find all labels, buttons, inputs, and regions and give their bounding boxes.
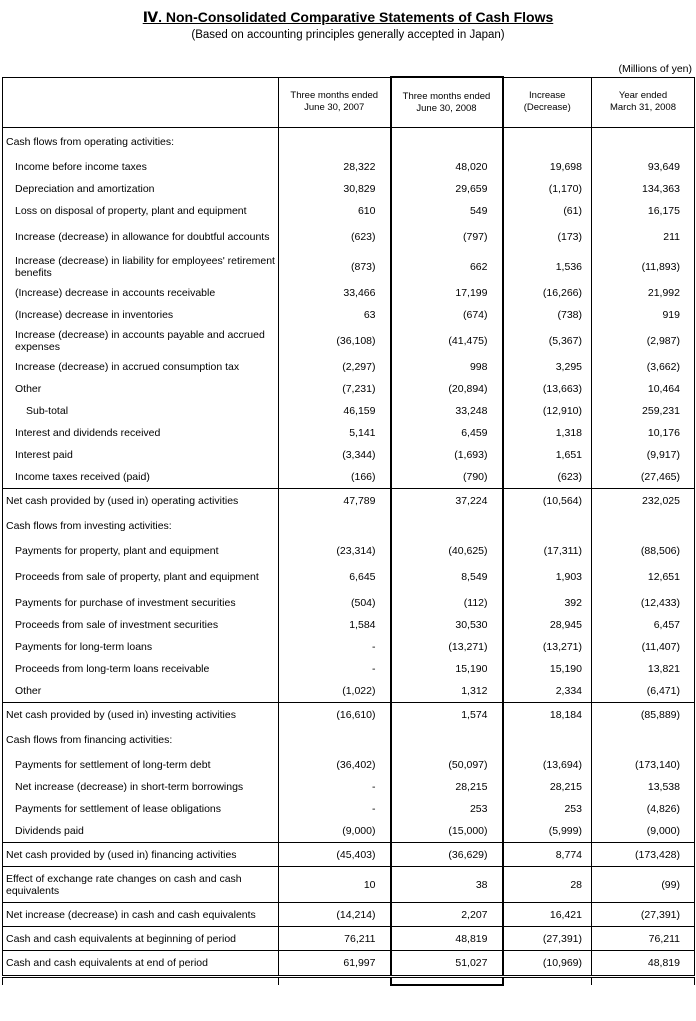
value-change [503,512,592,540]
value-q1-2008: 998 [391,356,503,378]
value-q1-2007: (873) [279,252,391,282]
value-q1-2007: (23,314) [279,540,391,562]
column-header-line: Three months ended [402,90,491,102]
value-q1-2007 [279,726,391,754]
column-header-line: Year ended [618,90,668,102]
header-label-cell [3,77,279,128]
value-q1-2007: 46,159 [279,400,391,422]
value-q1-2008 [391,512,503,540]
unit-note: (Millions of yen) [618,63,692,75]
value-q1-2008: (40,625) [391,540,503,562]
row-label: Cash and cash equivalents at end of period [3,951,279,977]
cash-flow-table-body [3,77,695,985]
column-header-fy2008 [592,77,695,128]
column-header-change [503,77,592,128]
value-fy2008: 13,821 [592,658,695,680]
value-q1-2007: - [279,636,391,658]
value-change: 1,536 [503,252,592,282]
value-change: (10,564) [503,489,592,513]
value-q1-2007: - [279,776,391,798]
section-label: Cash flows from investing activities: [3,512,279,540]
value-change: 1,318 [503,422,592,444]
value-fy2008: (2,987) [592,326,695,356]
value-q1-2007: (504) [279,592,391,614]
section-heading-row [3,726,695,754]
value-q1-2008: (20,894) [391,378,503,400]
value-fy2008: 919 [592,304,695,326]
value-q1-2008: (36,629) [391,843,503,867]
value-q1-2008: (41,475) [391,326,503,356]
value-q1-2008: (112) [391,592,503,614]
value-q1-2008: 48,819 [391,927,503,951]
value-q1-2008 [391,726,503,754]
value-q1-2007: 30,829 [279,178,391,200]
value-q1-2008: 549 [391,200,503,222]
value-change: (5,999) [503,820,592,843]
table-row [3,776,695,798]
row-label: Increase (decrease) in accrued consumption tax [3,356,279,378]
row-label: Payments for property, plant and equipment [3,540,279,562]
row-label: Net cash provided by (used in) investing activities [3,703,279,727]
row-label: Loss on disposal of property, plant and equipment [3,200,279,222]
value-q1-2007: - [279,798,391,820]
value-change: 3,295 [503,356,592,378]
value-fy2008 [592,726,695,754]
value-change: (173) [503,222,592,252]
value-q1-2007: (36,108) [279,326,391,356]
value-fy2008: (3,662) [592,356,695,378]
table-row [3,282,695,304]
column-header-line: June 30, 2008 [416,102,477,114]
value-fy2008: 211 [592,222,695,252]
value-change: (12,910) [503,400,592,422]
table-row [3,614,695,636]
value-fy2008: (173,140) [592,754,695,776]
value-fy2008: (12,433) [592,592,695,614]
value-q1-2007: 76,211 [279,927,391,951]
value-q1-2008: 29,659 [391,178,503,200]
row-label: Payments for settlement of long-term debt [3,754,279,776]
value-q1-2007: (14,214) [279,903,391,927]
value-q1-2008: 1,574 [391,703,503,727]
value-q1-2008: 17,199 [391,282,503,304]
value-fy2008: 10,464 [592,378,695,400]
value-q1-2008: 1,312 [391,680,503,703]
table-row [3,636,695,658]
value-fy2008 [592,512,695,540]
row-label: Sub-total [3,400,279,422]
value-q1-2008 [391,128,503,157]
column-header-line: Three months ended [290,90,379,102]
value-fy2008: 259,231 [592,400,695,422]
value-fy2008: 93,649 [592,156,695,178]
row-label: (Increase) decrease in inventories [3,304,279,326]
value-q1-2008: 28,215 [391,776,503,798]
table-row [3,156,695,178]
table-row [3,466,695,489]
value-fy2008: 12,651 [592,562,695,592]
value-change: (5,367) [503,326,592,356]
value-q1-2008: 662 [391,252,503,282]
value-q1-2007: 610 [279,200,391,222]
value-q1-2008: (1,693) [391,444,503,466]
total-row [3,951,695,977]
row-label: Net increase (decrease) in short-term borrowings [3,776,279,798]
table-row [3,820,695,843]
value-q1-2008: 30,530 [391,614,503,636]
value-q1-2007: 1,584 [279,614,391,636]
value-fy2008: 16,175 [592,200,695,222]
footer-gap-cell [3,977,279,986]
column-header-q1-2008 [391,77,503,128]
total-row [3,867,695,903]
row-label: Payments for long-term loans [3,636,279,658]
value-fy2008: (11,407) [592,636,695,658]
value-fy2008: (173,428) [592,843,695,867]
value-q1-2008: (13,271) [391,636,503,658]
row-label: Income taxes received (paid) [3,466,279,489]
value-q1-2007 [279,128,391,157]
table-row [3,378,695,400]
total-row [3,703,695,727]
row-label: Net cash provided by (used in) operating activities [3,489,279,513]
value-q1-2008: (50,097) [391,754,503,776]
value-q1-2007: (36,402) [279,754,391,776]
value-fy2008: 76,211 [592,927,695,951]
value-q1-2007: 5,141 [279,422,391,444]
table-row [3,400,695,422]
value-change: 1,903 [503,562,592,592]
row-label: Other [3,680,279,703]
value-q1-2008: 6,459 [391,422,503,444]
value-q1-2007: 61,997 [279,951,391,977]
value-q1-2008: (15,000) [391,820,503,843]
value-q1-2008: 33,248 [391,400,503,422]
row-label: Proceeds from sale of property, plant and equipment [3,562,279,592]
table-row [3,540,695,562]
value-fy2008: 21,992 [592,282,695,304]
value-q1-2008: 2,207 [391,903,503,927]
table-row [3,754,695,776]
row-label: Cash and cash equivalents at beginning of period [3,927,279,951]
value-fy2008: 134,363 [592,178,695,200]
table-row [3,222,695,252]
row-label: Net cash provided by (used in) financing activities [3,843,279,867]
total-row [3,903,695,927]
value-q1-2007: (7,231) [279,378,391,400]
value-change: 392 [503,592,592,614]
row-label: Proceeds from long-term loans receivable [3,658,279,680]
value-q1-2007: 33,466 [279,282,391,304]
total-row [3,927,695,951]
value-fy2008: 6,457 [592,614,695,636]
value-change: (16,266) [503,282,592,304]
value-change: 2,334 [503,680,592,703]
footer-gap-cell [503,977,592,986]
table-row [3,326,695,356]
section-label: Cash flows from financing activities: [3,726,279,754]
value-fy2008: (9,000) [592,820,695,843]
column-header-line: June 30, 2007 [304,102,365,114]
row-label: Dividends paid [3,820,279,843]
row-label: Other [3,378,279,400]
cash-flow-table [2,76,695,986]
section-heading-row [3,128,695,157]
row-label: Net increase (decrease) in cash and cash equivalents [3,903,279,927]
value-q1-2007: (45,403) [279,843,391,867]
table-row [3,562,695,592]
value-change: (623) [503,466,592,489]
value-change: 15,190 [503,658,592,680]
value-change: 19,698 [503,156,592,178]
value-q1-2007: (1,022) [279,680,391,703]
table-row [3,178,695,200]
value-q1-2007: 6,645 [279,562,391,592]
value-q1-2008: 51,027 [391,951,503,977]
value-fy2008: (85,889) [592,703,695,727]
column-header-q1-2007 [279,77,391,128]
value-fy2008: (27,465) [592,466,695,489]
table-row [3,304,695,326]
table-row [3,252,695,282]
value-fy2008: (11,893) [592,252,695,282]
row-label: Income before income taxes [3,156,279,178]
value-change [503,128,592,157]
row-label: Effect of exchange rate changes on cash and cash equivalents [3,867,279,903]
value-q1-2007: 63 [279,304,391,326]
value-change: 28,215 [503,776,592,798]
value-q1-2008: 48,020 [391,156,503,178]
column-header-line: Increase [529,90,566,102]
value-fy2008: (88,506) [592,540,695,562]
table-row [3,592,695,614]
value-fy2008: (27,391) [592,903,695,927]
table-row [3,798,695,820]
footer-gap-cell [391,977,503,986]
value-change: 253 [503,798,592,820]
value-q1-2008: (797) [391,222,503,252]
column-header-line: (Decrease) [523,102,571,114]
row-label: Increase (decrease) in liability for employees' retirement benefits [3,252,279,282]
value-change: (13,694) [503,754,592,776]
footer-gap-cell [592,977,695,986]
value-change: 28 [503,867,592,903]
column-header-line: March 31, 2008 [609,102,676,114]
section-heading-row [3,512,695,540]
total-row [3,489,695,513]
value-q1-2007: (3,344) [279,444,391,466]
table-row [3,356,695,378]
value-change: (1,170) [503,178,592,200]
table-row [3,444,695,466]
row-label: Proceeds from sale of investment securities [3,614,279,636]
total-row [3,843,695,867]
document-title: Ⅳ. Non-Consolidated Comparative Statements of Cash Flows [142,9,554,25]
value-q1-2008: 253 [391,798,503,820]
value-change: 28,945 [503,614,592,636]
value-change: (17,311) [503,540,592,562]
table-footer-gap [3,977,695,986]
row-label: Payments for settlement of lease obligations [3,798,279,820]
footer-gap-cell [279,977,391,986]
row-label: Payments for purchase of investment securities [3,592,279,614]
value-change: 8,774 [503,843,592,867]
table-row [3,422,695,444]
value-change: 16,421 [503,903,592,927]
value-fy2008: 48,819 [592,951,695,977]
value-q1-2008: 38 [391,867,503,903]
row-label: Increase (decrease) in allowance for doubtful accounts [3,222,279,252]
value-fy2008: 232,025 [592,489,695,513]
value-q1-2008: 37,224 [391,489,503,513]
value-change: (738) [503,304,592,326]
row-label: Interest paid [3,444,279,466]
row-label: Interest and dividends received [3,422,279,444]
value-q1-2007: 28,322 [279,156,391,178]
value-fy2008: (6,471) [592,680,695,703]
value-q1-2007: - [279,658,391,680]
value-q1-2007: (2,297) [279,356,391,378]
value-q1-2007: (623) [279,222,391,252]
value-change: (13,663) [503,378,592,400]
table-row [3,680,695,703]
table-row [3,658,695,680]
value-q1-2007: (9,000) [279,820,391,843]
value-q1-2008: 15,190 [391,658,503,680]
value-change: (13,271) [503,636,592,658]
value-q1-2008: (674) [391,304,503,326]
value-fy2008: (99) [592,867,695,903]
value-change: (61) [503,200,592,222]
value-q1-2007 [279,512,391,540]
section-label: Cash flows from operating activities: [3,128,279,157]
value-q1-2007: (16,610) [279,703,391,727]
value-q1-2008: 8,549 [391,562,503,592]
value-fy2008: 10,176 [592,422,695,444]
value-change [503,726,592,754]
value-fy2008: (4,826) [592,798,695,820]
value-change: 1,651 [503,444,592,466]
table-row [3,200,695,222]
row-label: (Increase) decrease in accounts receivable [3,282,279,304]
value-fy2008: 13,538 [592,776,695,798]
value-change: 18,184 [503,703,592,727]
value-fy2008 [592,128,695,157]
row-label: Depreciation and amortization [3,178,279,200]
value-q1-2007: 47,789 [279,489,391,513]
value-q1-2007: (166) [279,466,391,489]
value-change: (10,969) [503,951,592,977]
value-q1-2008: (790) [391,466,503,489]
document-subtitle: (Based on accounting principles generally accepted in Japan) [191,29,505,41]
table-header-row [3,77,695,128]
value-fy2008: (9,917) [592,444,695,466]
value-change: (27,391) [503,927,592,951]
value-q1-2007: 10 [279,867,391,903]
row-label: Increase (decrease) in accounts payable and accrued expenses [3,326,279,356]
